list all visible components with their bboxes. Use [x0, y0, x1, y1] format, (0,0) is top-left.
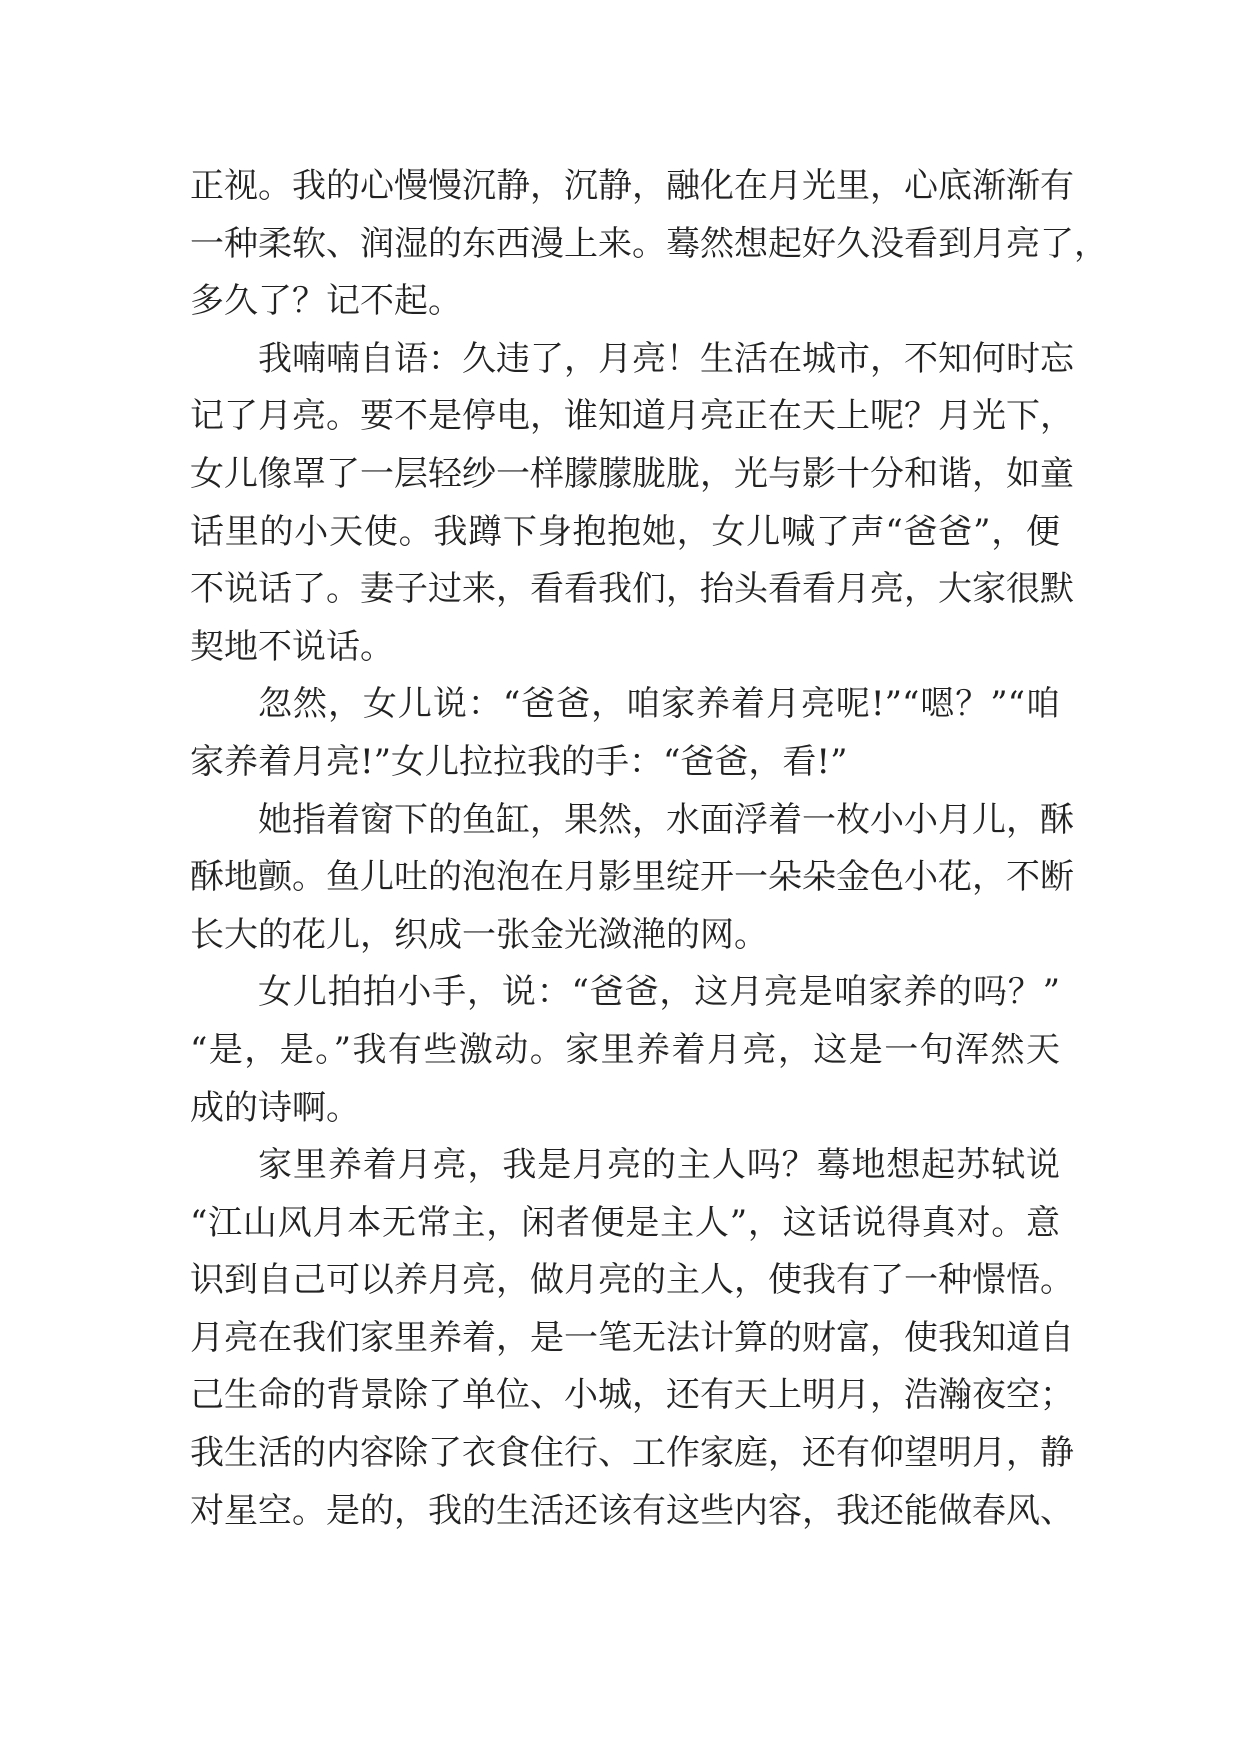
text-line: 家里养着月亮，我是月亮的主人吗？蓦地想起苏轼说 [258, 1145, 1060, 1186]
text-line: 记了月亮。要不是停电，谁知道月亮正在天上呢？月光下， [190, 396, 1074, 437]
text-line: 多久了？记不起。 [190, 281, 462, 322]
text-line: 契地不说话。 [190, 626, 394, 667]
text-line: 酥地颤。鱼儿吐的泡泡在月影里绽开一朵朵金色小花，不断 [190, 857, 1074, 898]
text-line: 我生活的内容除了衣食住行、工作家庭，还有仰望明月，静 [190, 1433, 1074, 1474]
text-line: “是，是。”我有些激动。家里养着月亮，这是一句浑然天 [190, 1029, 1060, 1070]
text-line: 识到自己可以养月亮，做月亮的主人，使我有了一种憬悟。 [190, 1260, 1074, 1301]
text-line: 话里的小天使。我蹲下身抱抱她，女儿喊了声“爸爸”，便 [190, 511, 1060, 552]
body-text [190, 158, 1108, 1540]
text-line: 女儿像罩了一层轻纱一样朦朦胧胧，光与影十分和谐，如童 [190, 453, 1074, 494]
text-line: 对星空。是的，我的生活还该有这些内容，我还能做春风、 [190, 1490, 1074, 1531]
text-line: 忽然，女儿说：“爸爸，咱家养着月亮呢!”“嗯？”“咱 [258, 684, 1060, 725]
text-line: 长大的花儿，织成一张金光潋滟的网。 [190, 914, 768, 955]
text-line: 月亮在我们家里养着，是一笔无法计算的财富，使我知道自 [190, 1317, 1074, 1358]
text-line: 我喃喃自语：久违了，月亮！生活在城市，不知何时忘 [258, 338, 1074, 379]
text-line: 家养着月亮!”女儿拉拉我的手：“爸爸，看!” [190, 741, 848, 782]
text-line: “江山风月本无常主，闲者便是主人”，这话说得真对。意 [190, 1202, 1060, 1243]
text-line: 女儿拍拍小手，说：“爸爸，这月亮是咱家养的吗？” [258, 972, 1060, 1013]
text-line: 不说话了。妻子过来，看看我们，抬头看看月亮，大家很默 [190, 569, 1074, 610]
text-line: 正视。我的心慢慢沉静，沉静，融化在月光里，心底渐渐有 [190, 166, 1074, 206]
text-line: 成的诗啊。 [190, 1087, 360, 1128]
text-line: 己生命的背景除了单位、小城，还有天上明月，浩瀚夜空； [190, 1375, 1074, 1416]
text-line: 她指着窗下的鱼缸，果然，水面浮着一枚小小月儿，酥 [258, 799, 1074, 840]
text-line: 一种柔软、润湿的东西漫上来。蓦然想起好久没看到月亮了， [190, 223, 1108, 264]
